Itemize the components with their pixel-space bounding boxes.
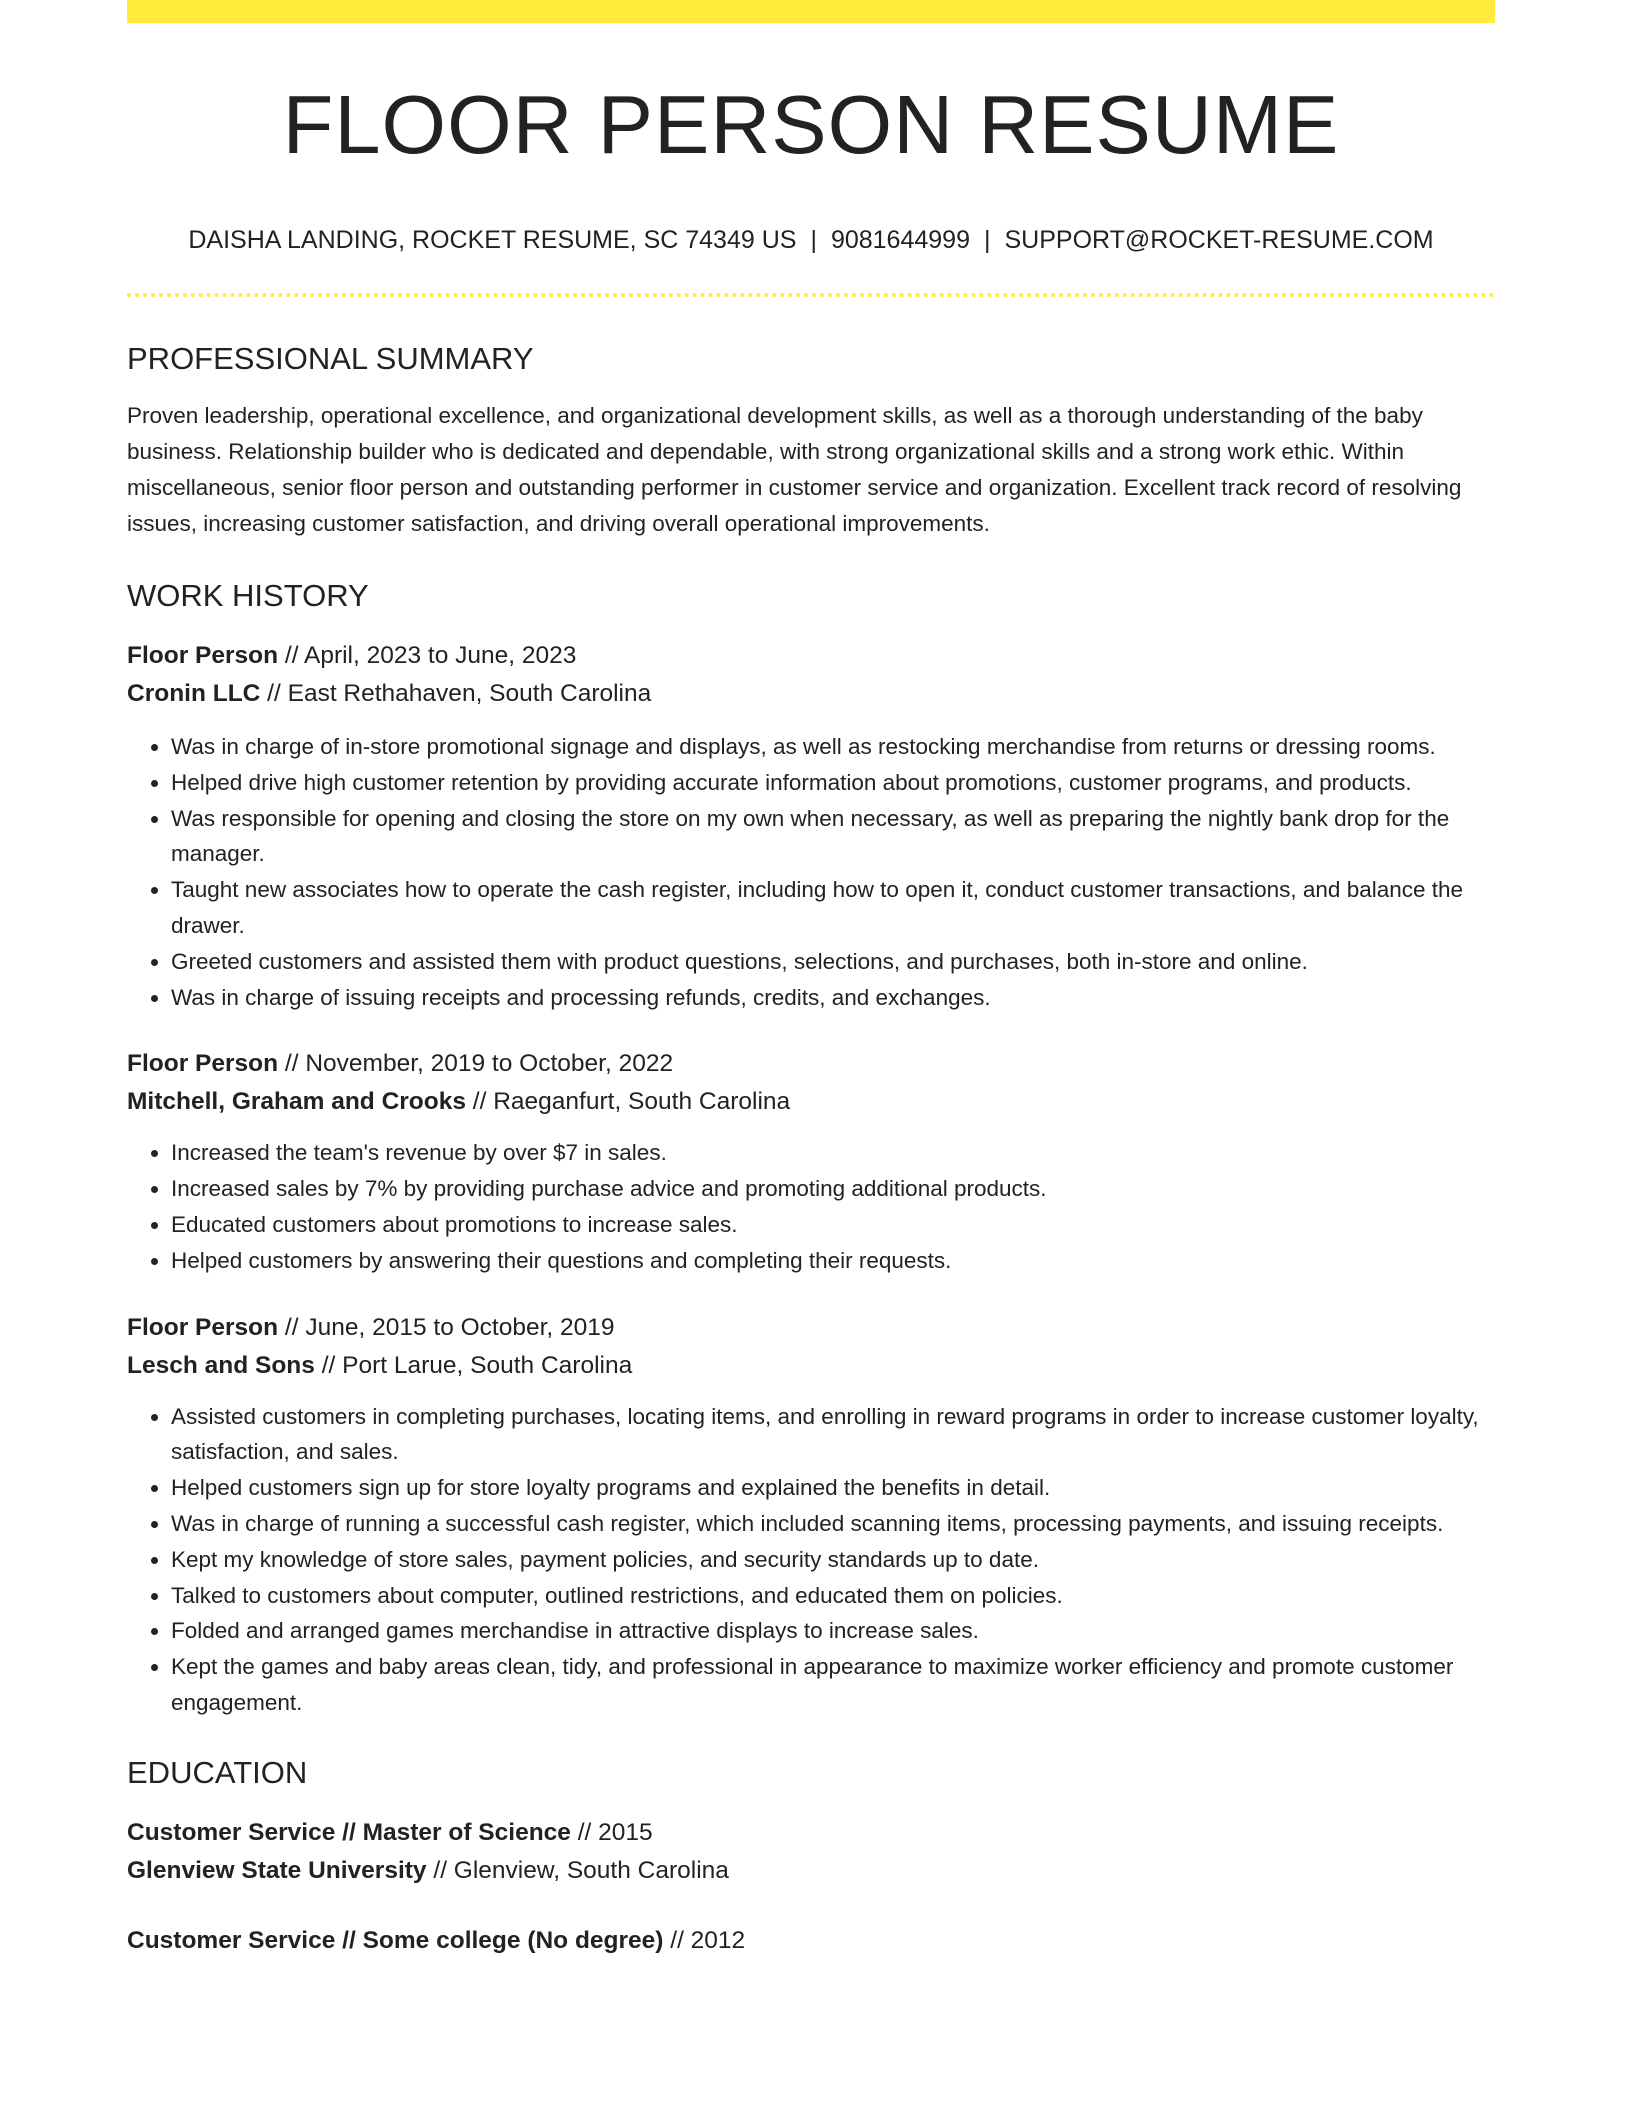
- bullet-item: • Educated customers about promotions to increase sales.: [171, 1207, 1495, 1243]
- education-degree: Customer Service // Master of Science: [127, 1818, 571, 1846]
- education-heading: EDUCATION: [127, 1754, 308, 1790]
- bullet-item: • Folded and arranged games merchandise in attractive displays to increase sales.: [171, 1613, 1495, 1649]
- dotted-divider: [127, 293, 1495, 297]
- job-dates: // November, 2019 to October, 2022: [278, 1050, 674, 1078]
- bullet-item: • Assisted customers in completing purchases, locating items, and enrolling in reward programs in order to increase customer loyalty, satisfaction, and sales.: [171, 1399, 1495, 1471]
- bullet-item: • Helped drive high customer retention by providing accurate information about promotions, customer programs, and products.: [171, 765, 1495, 801]
- job-title: Floor Person: [127, 642, 279, 669]
- bullet-item: • Helped customers by answering their questions and completing their requests.: [171, 1243, 1495, 1279]
- job-company-line: [127, 1347, 1495, 1385]
- job-location: // Port Larue, South Carolina: [314, 1351, 633, 1379]
- resume-page: [127, 0, 1495, 1960]
- bullet-item: • Talked to customers about computer, outlined restrictions, and educated them on policies.: [171, 1578, 1495, 1614]
- job-bullets: [127, 1399, 1495, 1721]
- education-degree: Customer Service // Some college (No degree): [127, 1926, 664, 1954]
- contact-separator: |: [810, 226, 817, 254]
- bullet-item: • Was in charge of issuing receipts and processing refunds, credits, and exchanges.: [171, 980, 1495, 1016]
- education-school: Glenview State University: [127, 1856, 427, 1884]
- job-bullets: [127, 729, 1495, 1015]
- bullet-item: • Greeted customers and assisted them with product questions, selections, and purchases, both in-store and online.: [171, 944, 1495, 980]
- education-year: // 2015: [570, 1818, 653, 1846]
- job-company-line: [127, 675, 1495, 713]
- bullet-item: • Was in charge of running a successful cash register, which included scanning items, processing payments, and issuing receipts.: [171, 1506, 1495, 1542]
- job-entry: [127, 1045, 1495, 1278]
- bullet-item: • Increased the team's revenue by over $7 in sales.: [171, 1135, 1495, 1171]
- education-entry: [127, 1814, 1495, 1890]
- bullet-item: • Kept the games and baby areas clean, tidy, and professional in appearance to maximize worker efficiency and promote customer engagement.: [171, 1649, 1495, 1721]
- education-degree-line: [127, 1814, 1495, 1852]
- job-bullets: [127, 1135, 1495, 1278]
- education-entry: [127, 1922, 1495, 1960]
- job-company: Lesch and Sons: [127, 1351, 315, 1379]
- contact-email: SUPPORT@ROCKET-RESUME.COM: [1004, 226, 1434, 254]
- job-title-line: [127, 637, 1495, 675]
- job-company-line: [127, 1083, 1495, 1121]
- bullet-item: • Taught new associates how to operate the cash register, including how to open it, conduct customer transactions, and balance the drawer.: [171, 872, 1495, 944]
- contact-address: DAISHA LANDING, ROCKET RESUME, SC 74349 US: [188, 226, 797, 254]
- job-location: // East Rethahaven, South Carolina: [260, 680, 652, 707]
- education-school-line: [127, 1852, 1495, 1890]
- education-location: // Glenview, South Carolina: [426, 1856, 729, 1884]
- job-location: // Raeganfurt, South Carolina: [466, 1088, 791, 1116]
- education-degree-line: [127, 1922, 1495, 1960]
- bullet-item: • Was responsible for opening and closing the store on my own when necessary, as well as preparing the nightly bank drop for the manager.: [171, 801, 1495, 873]
- job-entry: [127, 637, 1495, 1015]
- job-company: Mitchell, Graham and Crooks: [127, 1088, 466, 1116]
- summary-heading: PROFESSIONAL SUMMARY: [127, 341, 534, 376]
- resume-title: FLOOR PERSON RESUME: [282, 78, 1340, 171]
- job-company: Cronin LLC: [127, 680, 261, 707]
- job-entry: [127, 1309, 1495, 1721]
- job-title: Floor Person: [127, 1313, 279, 1341]
- contact-separator: |: [983, 226, 991, 254]
- summary-text: Proven leadership, operational excellence, and organizational development skills, as well as a thorough understanding of the baby business. Relationship builder who is dedicated and dependable, with strong organizational skills and a strong work ethic. Within miscellaneous, senior floor person and outstanding performer in customer service and organization. Excellent track record of resolving issues, increasing customer satisfaction, and driving overall operational improvements.: [127, 403, 1462, 536]
- contact-line: [127, 228, 1495, 253]
- bullet-item: • Was in charge of in-store promotional signage and displays, as well as restocking merchandise from returns or dressing rooms.: [171, 729, 1495, 765]
- bullet-item: • Kept my knowledge of store sales, payment policies, and security standards up to date.: [171, 1542, 1495, 1578]
- education-year: // 2012: [663, 1926, 746, 1954]
- contact-phone: 9081644999: [830, 226, 970, 254]
- bullet-item: • Helped customers sign up for store loyalty programs and explained the benefits in detail.: [171, 1470, 1495, 1506]
- job-title: Floor Person: [127, 1050, 279, 1078]
- job-dates: // June, 2015 to October, 2019: [278, 1313, 615, 1341]
- work-history-heading: WORK HISTORY: [127, 578, 369, 613]
- job-title-line: [127, 1045, 1495, 1083]
- job-title-line: [127, 1309, 1495, 1347]
- bullet-item: • Increased sales by 7% by providing purchase advice and promoting additional products.: [171, 1171, 1495, 1207]
- accent-top-bar: [127, 0, 1495, 23]
- job-dates: // April, 2023 to June, 2023: [278, 642, 577, 669]
